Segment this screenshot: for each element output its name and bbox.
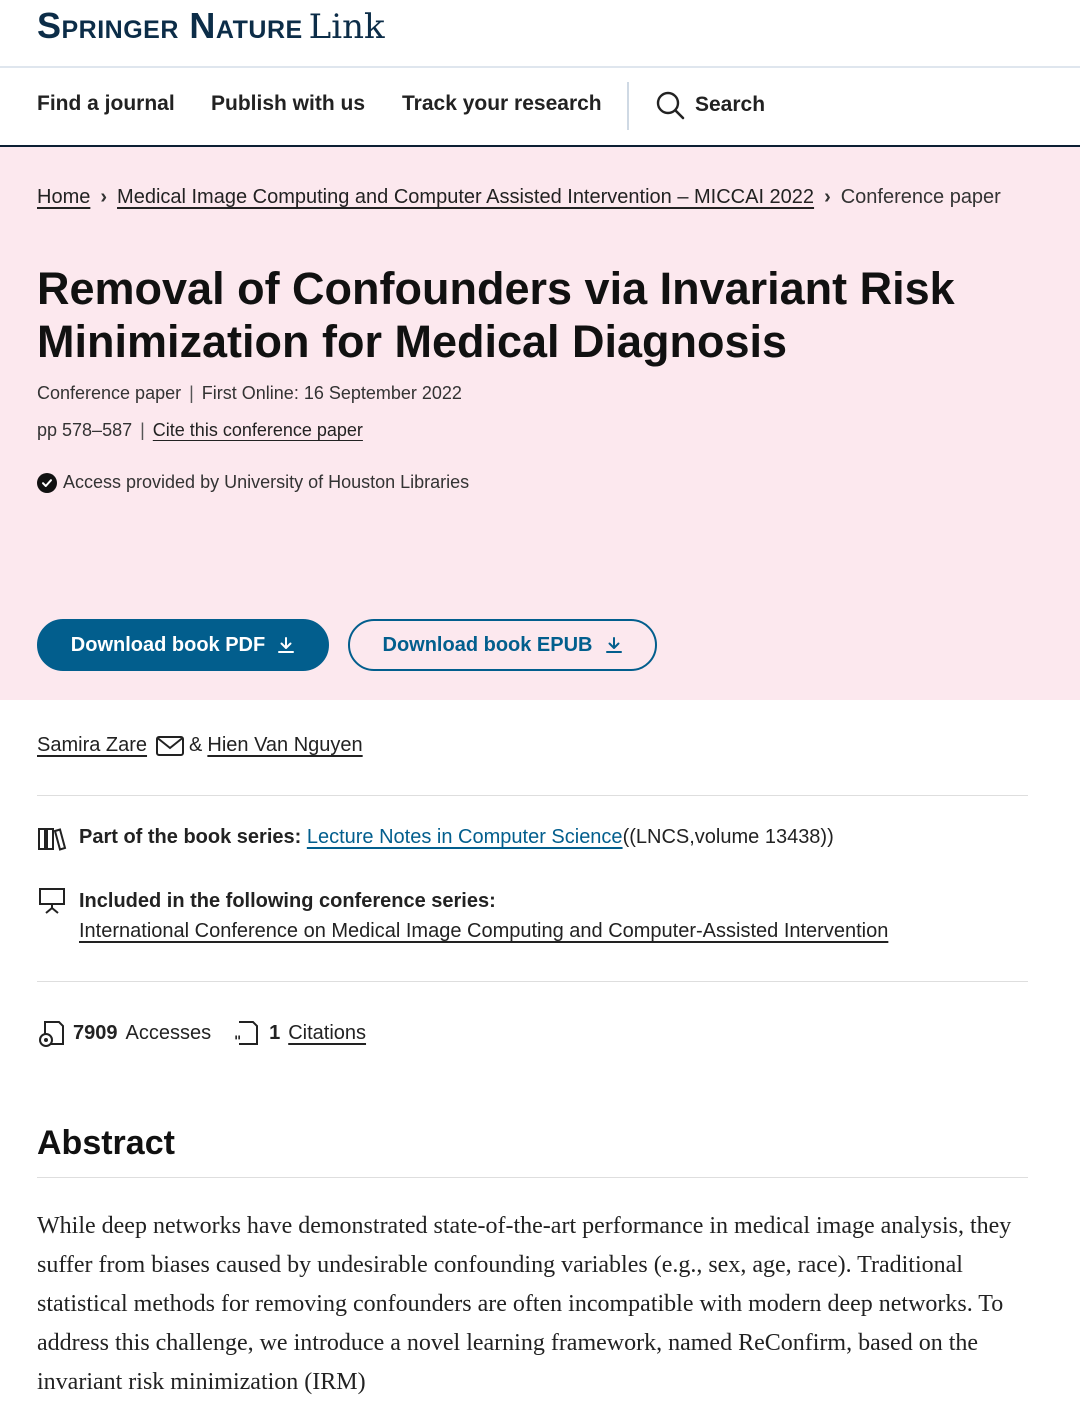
citations-link[interactable]: Citations bbox=[288, 1021, 367, 1044]
logo-brand: Springer Nature bbox=[37, 5, 303, 46]
divider bbox=[37, 981, 1028, 982]
download-icon bbox=[277, 636, 295, 654]
nav-track-research[interactable]: Track your research bbox=[402, 92, 602, 115]
book-series-link[interactable]: Lecture Notes in Computer Science bbox=[306, 826, 623, 848]
book-series-volume: ((LNCS,volume 13438)) bbox=[622, 826, 834, 848]
conference-series-link[interactable]: International Conference on Medical Image Computing and Computer-Assisted Intervention bbox=[79, 920, 889, 942]
book-series-row bbox=[37, 826, 834, 852]
accesses-count: 7909 bbox=[73, 1021, 118, 1044]
breadcrumb-current: Conference paper bbox=[840, 186, 1001, 208]
download-pdf-label: Download book PDF bbox=[70, 633, 266, 656]
springer-nature-link-logo[interactable] bbox=[37, 6, 385, 47]
chevron-right-icon: › bbox=[824, 186, 831, 208]
books-icon bbox=[37, 826, 67, 852]
presentation-icon bbox=[37, 886, 67, 914]
article-meta-line-1 bbox=[37, 383, 462, 404]
author-joiner: & bbox=[189, 734, 203, 756]
meta-separator: | bbox=[140, 420, 145, 440]
access-text: Access provided by University of Houston Libraries bbox=[63, 472, 470, 492]
search-icon bbox=[655, 90, 685, 120]
cite-link[interactable]: Cite this conference paper bbox=[152, 420, 363, 440]
accesses-icon bbox=[37, 1018, 67, 1048]
mail-icon[interactable] bbox=[155, 735, 185, 757]
author-link[interactable]: Hien Van Nguyen bbox=[207, 734, 363, 756]
download-epub-button[interactable] bbox=[348, 619, 657, 671]
citations-icon bbox=[233, 1018, 263, 1048]
abstract-text: While deep networks have demonstrated state-of-the-art performance in medical image analysis, they suffer from biases caused by undesirable confounding variables (e.g., sex, age, race). Traditional statistical methods for removing confounders are often incompatible with modern deep networks. To address this challenge, we introduce a novel learning framework, named ReConfirm, based on the invariant risk minimization (IRM) bbox=[37, 1213, 1012, 1395]
nav-find-journal[interactable]: Find a journal bbox=[37, 92, 175, 115]
book-series-label: Part of the book series: bbox=[79, 826, 302, 848]
download-pdf-button[interactable] bbox=[37, 619, 329, 671]
accesses-label: Accesses bbox=[125, 1021, 212, 1044]
divider bbox=[37, 1177, 1028, 1178]
chevron-right-icon: › bbox=[100, 186, 108, 208]
meta-separator: | bbox=[189, 383, 194, 403]
citations-count: 1 bbox=[269, 1021, 281, 1044]
logo-suffix: Link bbox=[308, 7, 385, 47]
article-type: Conference paper bbox=[37, 383, 182, 403]
page-range: pp 578–587 bbox=[37, 420, 133, 440]
site-header bbox=[0, 0, 1080, 68]
main-nav bbox=[0, 68, 1080, 147]
abstract-heading: Abstract bbox=[37, 1124, 175, 1162]
page-title: Removal of Confounders via Invariant Risk Minimization for Medical Diagnosis bbox=[37, 263, 955, 367]
access-notice bbox=[37, 472, 469, 493]
search-button[interactable] bbox=[655, 90, 765, 120]
check-circle-icon bbox=[37, 473, 57, 493]
breadcrumb bbox=[37, 180, 1037, 215]
download-icon bbox=[605, 636, 623, 654]
article-metrics bbox=[37, 1018, 366, 1048]
svg-text:": " bbox=[234, 1034, 242, 1048]
article-meta-line-2 bbox=[37, 420, 363, 441]
divider bbox=[37, 795, 1028, 796]
author-link[interactable]: Samira Zare bbox=[37, 734, 148, 756]
nav-publish-with-us[interactable]: Publish with us bbox=[211, 92, 366, 115]
breadcrumb-home[interactable]: Home bbox=[37, 186, 91, 208]
nav-divider bbox=[627, 82, 629, 130]
breadcrumb-book[interactable]: Medical Image Computing and Computer Assisted Intervention – MICCAI 2022 bbox=[117, 186, 815, 208]
conference-series-label: Included in the following conference series: bbox=[79, 890, 496, 912]
conference-series-row bbox=[37, 886, 888, 946]
search-label: Search bbox=[695, 93, 766, 116]
download-epub-label: Download book EPUB bbox=[382, 633, 593, 656]
first-online-date: First Online: 16 September 2022 bbox=[201, 383, 462, 403]
author-list bbox=[37, 734, 363, 757]
